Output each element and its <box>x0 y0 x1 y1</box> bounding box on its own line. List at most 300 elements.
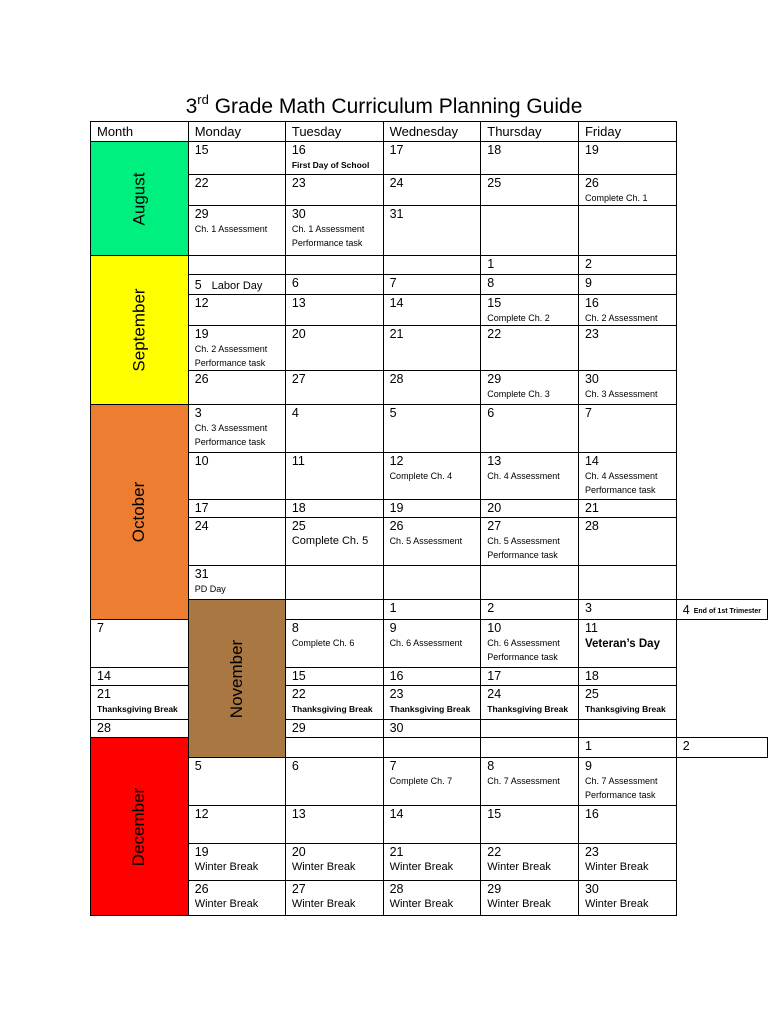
column-header-friday: Friday <box>578 122 676 142</box>
event-note: Winter Break <box>487 898 551 910</box>
day-number: 22 <box>487 327 502 341</box>
event-note: Performance task <box>487 550 558 560</box>
day-number: 23 <box>291 176 306 190</box>
day-cell <box>285 668 383 686</box>
day-number: 21 <box>97 687 111 701</box>
event-note: Winter Break <box>584 861 649 873</box>
day-number: 18 <box>291 501 306 515</box>
day-cell <box>383 518 481 566</box>
day-number: 9 <box>584 759 592 773</box>
day-cell <box>285 405 383 453</box>
day-cell <box>481 720 579 738</box>
day-cell <box>285 686 383 720</box>
event-note: Performance task <box>584 790 656 800</box>
week-row <box>91 758 768 806</box>
event-note: Ch. 5 Assessment <box>487 536 560 546</box>
day-number: 6 <box>291 759 299 773</box>
day-cell <box>285 175 383 206</box>
event-note: Complete Ch. 2 <box>487 313 550 323</box>
day-cell <box>481 326 579 371</box>
day-cell <box>285 142 383 175</box>
event-note: Winter Break <box>584 898 649 910</box>
day-number: 19 <box>194 845 209 859</box>
event-note: Performance task <box>584 485 656 495</box>
day-number: 17 <box>389 143 404 157</box>
day-number: 25 <box>291 519 306 533</box>
day-number: 8 <box>487 276 495 290</box>
day-number: 14 <box>389 807 404 821</box>
day-number: 19 <box>389 501 404 515</box>
month-cell-november <box>188 600 285 758</box>
day-cell <box>383 175 481 206</box>
day-cell <box>578 620 676 668</box>
event-note: Thanksgiving Break <box>97 704 178 714</box>
day-number: 27 <box>291 372 306 386</box>
day-number: 29 <box>194 207 209 221</box>
day-cell <box>383 668 481 686</box>
event-note: Ch. 7 Assessment <box>584 776 658 786</box>
day-cell <box>383 686 481 720</box>
day-number: 23 <box>584 327 599 341</box>
day-cell <box>383 844 481 881</box>
day-cell <box>383 453 481 500</box>
event-note: Performance task <box>194 358 266 368</box>
day-number: 28 <box>389 372 404 386</box>
day-cell <box>285 720 383 738</box>
day-number: 13 <box>291 296 306 310</box>
day-number: 20 <box>291 327 306 341</box>
day-number: 16 <box>584 807 599 821</box>
day-cell <box>91 620 189 668</box>
day-cell <box>383 881 481 916</box>
holiday-label: Labor Day <box>211 280 263 292</box>
day-number: 1 <box>389 601 397 615</box>
event-note: First Day of School <box>291 160 370 170</box>
day-cell <box>188 256 285 275</box>
day-cell <box>383 758 481 806</box>
day-cell <box>578 738 676 758</box>
week-row <box>91 518 768 566</box>
event-note: Winter Break <box>389 898 454 910</box>
week-row <box>91 600 768 620</box>
day-cell <box>383 295 481 326</box>
day-cell <box>383 600 481 620</box>
day-number: 24 <box>194 519 209 533</box>
day-number: 25 <box>584 687 599 701</box>
event-note: Ch. 7 Assessment <box>487 776 560 786</box>
column-header-month: Month <box>91 122 189 142</box>
day-number: 4 <box>291 406 299 420</box>
day-cell <box>383 720 481 738</box>
day-cell <box>383 806 481 844</box>
day-cell <box>578 256 676 275</box>
week-row <box>91 844 768 881</box>
event-note: Ch. 3 Assessment <box>584 389 658 399</box>
day-number: 2 <box>487 601 495 615</box>
week-row <box>91 256 768 275</box>
day-cell <box>285 256 383 275</box>
day-number: 15 <box>487 296 502 310</box>
day-cell <box>188 295 285 326</box>
day-number: 2 <box>682 739 690 753</box>
day-cell <box>481 256 579 275</box>
day-cell <box>578 600 676 620</box>
day-number: 24 <box>389 176 404 190</box>
day-cell <box>285 453 383 500</box>
event-note: Thanksgiving Break <box>291 704 373 714</box>
event-note: Thanksgiving Break <box>389 704 471 714</box>
day-cell <box>481 518 579 566</box>
month-label: December <box>129 787 149 866</box>
day-cell <box>285 881 383 916</box>
day-cell <box>578 175 676 206</box>
day-number: 14 <box>389 296 404 310</box>
day-cell <box>383 566 481 600</box>
week-row <box>91 142 768 175</box>
day-cell <box>285 738 383 758</box>
day-number: 23 <box>389 687 404 701</box>
day-number: 11 <box>291 454 305 468</box>
day-cell <box>383 142 481 175</box>
event-note: Complete Ch. 3 <box>487 389 550 399</box>
day-number: 7 <box>389 759 397 773</box>
event-note: Complete Ch. 4 <box>389 471 453 481</box>
day-cell <box>578 326 676 371</box>
day-cell <box>578 844 676 881</box>
event-note: Ch. 4 Assessment <box>584 471 658 481</box>
day-number: 22 <box>291 687 306 701</box>
event-note: Complete Ch. 1 <box>584 193 648 203</box>
day-number: 11 <box>584 621 598 635</box>
month-cell-september <box>91 256 189 405</box>
day-cell <box>578 881 676 916</box>
day-cell <box>481 142 579 175</box>
day-number: 15 <box>194 143 209 157</box>
day-cell <box>481 566 579 600</box>
day-number: 30 <box>291 207 306 221</box>
day-cell <box>578 371 676 405</box>
month-label: November <box>226 639 246 718</box>
day-cell <box>578 686 676 720</box>
day-number: 19 <box>194 327 209 341</box>
day-number: 16 <box>291 143 306 157</box>
day-number: 16 <box>584 296 599 310</box>
month-cell-october <box>91 405 189 620</box>
day-cell <box>481 620 579 668</box>
event-note: Winter Break <box>291 861 356 873</box>
day-cell <box>285 844 383 881</box>
day-cell <box>676 738 767 758</box>
day-cell <box>383 405 481 453</box>
day-number: 8 <box>487 759 495 773</box>
day-cell <box>285 806 383 844</box>
day-cell <box>383 275 481 295</box>
day-cell <box>188 881 285 916</box>
day-cell <box>481 175 579 206</box>
day-number: 7 <box>389 276 397 290</box>
day-cell <box>481 668 579 686</box>
curriculum-calendar-table <box>90 121 768 916</box>
trimester-note: End of 1st Trimester <box>693 608 761 615</box>
day-cell <box>481 206 579 256</box>
event-note: Winter Break <box>194 861 259 873</box>
day-number: 12 <box>194 807 209 821</box>
event-note: Winter Break <box>194 898 259 910</box>
day-cell <box>285 758 383 806</box>
day-number: 4 <box>682 603 690 617</box>
day-number: 29 <box>487 372 502 386</box>
event-note: Ch. 2 Assessment <box>194 344 268 354</box>
day-number: 5 <box>194 278 202 292</box>
day-number: 29 <box>487 882 502 896</box>
day-cell <box>383 620 481 668</box>
day-cell <box>383 371 481 405</box>
event-note: Performance task <box>487 652 558 662</box>
event-note: Performance task <box>194 437 266 447</box>
day-number: 30 <box>584 882 599 896</box>
day-number: 26 <box>584 176 599 190</box>
day-cell <box>481 686 579 720</box>
day-cell <box>188 275 285 295</box>
week-row <box>91 806 768 844</box>
day-number: 25 <box>487 176 502 190</box>
week-row <box>91 405 768 453</box>
event-note: Complete Ch. 6 <box>291 638 355 648</box>
day-number: 1 <box>584 739 592 753</box>
day-number: 16 <box>389 669 404 683</box>
day-cell <box>188 175 285 206</box>
day-cell <box>578 295 676 326</box>
day-number: 17 <box>487 669 502 683</box>
day-number: 9 <box>584 276 592 290</box>
day-number: 28 <box>97 721 111 735</box>
event-note: PD Day <box>194 584 226 594</box>
day-cell <box>578 453 676 500</box>
day-number: 3 <box>194 406 202 420</box>
month-label: August <box>129 172 149 225</box>
day-cell <box>188 758 285 806</box>
day-number: 28 <box>584 519 599 533</box>
day-cell <box>481 295 579 326</box>
event-note: Ch. 3 Assessment <box>194 423 268 433</box>
event-note: Ch. 1 Assessment <box>194 224 268 234</box>
day-number: 8 <box>291 621 299 635</box>
day-number: 13 <box>291 807 306 821</box>
day-cell <box>285 500 383 518</box>
day-cell <box>188 500 285 518</box>
day-number: 10 <box>194 454 209 468</box>
month-cell-august <box>91 142 189 256</box>
day-number: 15 <box>291 669 306 683</box>
day-number: 30 <box>389 721 404 735</box>
day-number: 31 <box>194 567 209 581</box>
column-header-monday: Monday <box>188 122 285 142</box>
day-number: 6 <box>291 276 299 290</box>
day-cell <box>481 844 579 881</box>
day-cell <box>285 326 383 371</box>
day-number: 12 <box>389 454 404 468</box>
week-row <box>91 326 768 371</box>
day-number: 6 <box>487 406 495 420</box>
day-cell <box>188 371 285 405</box>
day-number: 15 <box>487 807 502 821</box>
week-row <box>91 275 768 295</box>
day-cell <box>188 844 285 881</box>
day-number: 19 <box>584 143 599 157</box>
day-cell <box>383 738 481 758</box>
event-note: Thanksgiving Break <box>487 704 569 714</box>
day-cell <box>578 142 676 175</box>
day-cell <box>91 686 189 720</box>
event-note: Ch. 4 Assessment <box>487 471 560 481</box>
day-cell <box>188 453 285 500</box>
week-row <box>91 206 768 256</box>
page-title: 3rd Grade Math Curriculum Planning Guide <box>185 92 583 118</box>
day-number: 2 <box>584 257 592 271</box>
day-number: 18 <box>584 669 599 683</box>
day-number: 20 <box>291 845 306 859</box>
event-note: Thanksgiving Break <box>584 704 666 714</box>
month-cell-december <box>91 738 189 916</box>
event-note: Winter Break <box>389 861 454 873</box>
day-cell <box>578 668 676 686</box>
day-number: 7 <box>584 406 592 420</box>
day-cell <box>91 668 189 686</box>
day-cell <box>188 566 285 600</box>
event-note: Complete Ch. 7 <box>389 776 453 786</box>
day-cell <box>481 600 579 620</box>
day-cell <box>188 326 285 371</box>
day-number: 7 <box>97 621 104 635</box>
day-number: 18 <box>487 143 502 157</box>
day-cell <box>578 720 676 738</box>
day-number: 22 <box>194 176 209 190</box>
week-row <box>91 295 768 326</box>
day-cell <box>578 500 676 518</box>
day-number: 21 <box>389 327 404 341</box>
day-number: 14 <box>584 454 599 468</box>
column-header-wednesday: Wednesday <box>383 122 481 142</box>
day-cell <box>676 600 767 620</box>
day-cell <box>91 720 189 738</box>
day-cell <box>481 806 579 844</box>
day-number: 27 <box>487 519 502 533</box>
day-cell <box>188 206 285 256</box>
column-header-thursday: Thursday <box>481 122 579 142</box>
day-cell <box>285 518 383 566</box>
day-number: 20 <box>487 501 502 515</box>
day-number: 12 <box>194 296 209 310</box>
day-cell <box>578 758 676 806</box>
day-cell <box>481 275 579 295</box>
month-label: September <box>129 288 149 372</box>
event-note: Winter Break <box>487 861 551 873</box>
event-note: Ch. 6 Assessment <box>487 638 560 648</box>
day-cell <box>285 600 383 620</box>
week-row <box>91 500 768 518</box>
day-cell <box>481 500 579 518</box>
week-row <box>91 566 768 600</box>
day-number: 17 <box>194 501 209 515</box>
day-number: 13 <box>487 454 502 468</box>
day-cell <box>188 806 285 844</box>
day-number: 9 <box>389 621 397 635</box>
day-number: 3 <box>584 601 592 615</box>
day-number: 5 <box>194 759 202 773</box>
day-number: 27 <box>291 882 306 896</box>
day-cell <box>188 405 285 453</box>
day-cell <box>481 881 579 916</box>
day-number: 14 <box>97 669 111 683</box>
day-number: 21 <box>389 845 404 859</box>
event-note: Ch. 6 Assessment <box>389 638 463 648</box>
day-cell <box>285 566 383 600</box>
day-cell <box>285 620 383 668</box>
day-number: 29 <box>291 721 306 735</box>
day-number: 10 <box>487 621 502 635</box>
event-note: Ch. 1 Assessment <box>291 224 365 234</box>
week-row <box>91 371 768 405</box>
day-number: 28 <box>389 882 404 896</box>
day-cell <box>481 371 579 405</box>
header-row <box>91 122 768 142</box>
day-number: 26 <box>389 519 404 533</box>
week-row <box>91 453 768 500</box>
day-cell <box>481 758 579 806</box>
day-cell <box>578 206 676 256</box>
week-row <box>91 881 768 916</box>
day-cell <box>481 738 579 758</box>
day-cell <box>481 453 579 500</box>
day-cell <box>481 405 579 453</box>
day-number: 22 <box>487 845 502 859</box>
day-cell <box>188 518 285 566</box>
day-number: 26 <box>194 882 209 896</box>
event-note: Winter Break <box>291 898 356 910</box>
day-cell <box>383 256 481 275</box>
day-number: 30 <box>584 372 599 386</box>
day-number: 26 <box>194 372 209 386</box>
event-note: Veteran’s Day <box>584 638 660 650</box>
event-note: Ch. 5 Assessment <box>389 536 463 546</box>
event-note: Performance task <box>291 238 363 248</box>
day-number: 21 <box>584 501 599 515</box>
column-header-tuesday: Tuesday <box>285 122 383 142</box>
event-note: Complete Ch. 5 <box>291 535 369 547</box>
day-cell <box>383 326 481 371</box>
day-cell <box>188 142 285 175</box>
day-number: 24 <box>487 687 502 701</box>
day-cell <box>578 806 676 844</box>
day-number: 31 <box>389 207 404 221</box>
day-number: 5 <box>389 406 397 420</box>
day-cell <box>578 275 676 295</box>
month-label: October <box>129 481 149 543</box>
day-number: 23 <box>584 845 599 859</box>
day-cell <box>383 500 481 518</box>
day-cell <box>578 405 676 453</box>
day-cell <box>285 275 383 295</box>
day-cell <box>383 206 481 256</box>
day-cell <box>578 518 676 566</box>
week-row <box>91 175 768 206</box>
day-number: 1 <box>487 257 495 271</box>
day-cell <box>578 566 676 600</box>
day-cell <box>285 371 383 405</box>
event-note: Ch. 2 Assessment <box>584 313 658 323</box>
day-cell <box>285 295 383 326</box>
day-cell <box>285 206 383 256</box>
